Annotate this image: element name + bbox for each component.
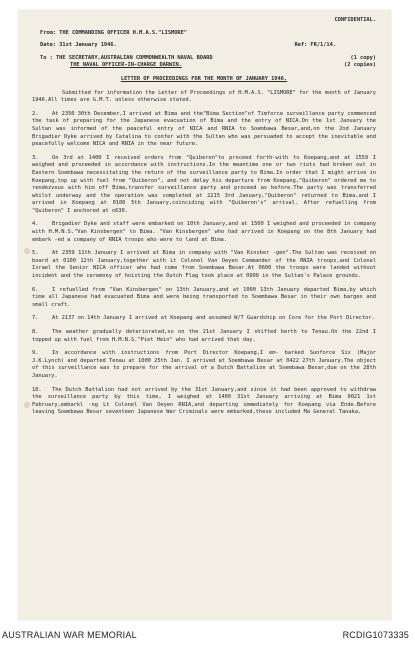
paragraph xyxy=(32,387,376,417)
paragraph-number: 10. xyxy=(32,386,42,393)
paragraph xyxy=(32,315,376,323)
paragraph-text: I refuelled from "Van Kinsbergen" on 13th January,and at 1000 13th January departed Bima,by which time all Japanese had evacuated Bima and were being transported to Soembawa Besar in their own barges and small craft. xyxy=(32,286,376,308)
archive-footer xyxy=(0,630,415,640)
addressee-1: To : THE SECRETARY,AUSTRALIAN COMMONWEALTH NAVAL BOARD xyxy=(40,54,213,61)
reference-line: Ref: FR/1/14. xyxy=(294,42,336,49)
paragraph-text: The weather gradually deteriorated,so on the 21st January I shifted berth to Tenau.On the 22nd I topped up with fuel from H.M.N.S."Piet Hein" who had arrived that day. xyxy=(32,329,376,343)
paragraph-number: 3. xyxy=(32,154,39,161)
paragraph xyxy=(32,155,376,216)
paragraph-text: The Dutch Battalion had not arrived by the 31st January,and since it had been approved to withdraw the surveillance party by this time, I weighed at 1400 31st January arriving at Bima 0021 1st February,embarkl -ng Lt Colonel Van Oeyen RNIA,and departing immediately for Koepang via Ende.Before leaving Soembawa Besar seventeen Japanese War Criminals were embarked,these included Ma General Tanaka. xyxy=(32,386,376,416)
paragraph xyxy=(32,350,376,380)
addressee-block xyxy=(40,55,376,70)
addressee-row xyxy=(40,55,376,63)
archive-id: RCDIG1073335 xyxy=(342,630,409,640)
addressee-2: THE NAVAL OFFICER-IN-CHARGE DARWIN. xyxy=(70,62,182,69)
paragraph-text: At 2359 11th January I arrived at Bima in company with "Van Kinsber -gen".The Sultan was received on board at 0100 12th January,together with Lt Colonel Van Oeyen Commander of the RNIA troops,and Colonel Israel the Senior NICA officer who had come from Soembawa Besar.At 0600 the troops were landed without incident and the ceremony of hoisting the Dutch Flag took place at 0900 in the Sultan's Palace grounds. xyxy=(32,250,376,280)
paragraph xyxy=(32,287,376,310)
date-ref-row xyxy=(40,42,376,50)
paragraph xyxy=(32,329,376,344)
paragraph-text: In accordance with instructions from Port Director Koepang,I em- barked Sunforce Six (Major J.K.Lynch) and departed Tenau at 1000 25th Jan. I arrived at Soembawa Besar at 0422 27th January.The object of this surveillance was to prepare for the arrival of a Dutch Battalion at Soembawa Besar,due on the 28th January. xyxy=(32,350,376,379)
paragraph-number: 7. xyxy=(32,315,39,322)
paragraph xyxy=(32,111,376,149)
letter-body xyxy=(32,17,376,423)
date-line: Date: 31st January 1946. xyxy=(40,42,117,49)
paragraph-number: 6. xyxy=(32,286,39,293)
paragraph-number: 5. xyxy=(32,250,39,257)
punch-hole xyxy=(24,402,30,408)
document-page xyxy=(18,10,391,620)
punch-hole xyxy=(24,248,30,254)
paragraph-number: 2. xyxy=(32,110,39,117)
paragraph-number: 9. xyxy=(32,350,39,357)
intro-text: Submitted for information the Letter of Proceedings of H.M.A.S. "LISMORE" for the month of January 1946.All times are G.M.T. unless otherwise stated. xyxy=(32,89,376,104)
archive-name: AUSTRALIAN WAR MEMORIAL xyxy=(2,630,137,640)
paragraph-number: 8. xyxy=(32,329,39,335)
intro-paragraph xyxy=(32,90,376,105)
paragraph xyxy=(32,221,376,244)
paragraph-text: At 2350 30th December,I arrived at Bima and the"Bima Section"of Timforce surveillance party commenced the task of preparing for the Japanese evacuation of Bima and the entry of NICA.On the 1st January the Sultan was informed of the peaceful entry of NICA and RNIA to Soembawa Besar,and,on the 2nd January Brigadier Dyke arrived by Catalina to confer with the Sultan who was persuaded to accept the inevitable and peacefully welcome NICA and RNIA in the near future. xyxy=(32,110,376,148)
paragraph xyxy=(32,250,376,280)
addressee-row xyxy=(70,62,376,70)
from-line: From: THE COMMANDING OFFICER H.M.A.S."LISMORE" xyxy=(40,29,187,36)
paragraph-number: 4. xyxy=(32,221,39,228)
subject-heading: LETTER OF PROCEEDINGS FOR THE MONTH OF JANUARY 1946. xyxy=(120,75,288,82)
addressee-1-copies: (1 copy) xyxy=(350,54,376,61)
paragraph-text: At 2137 on 14th January I arrived at Koepang and assumed W/T Guardship on Core for the Port Director. xyxy=(52,315,375,322)
paragraph-text: On 3rd at 1400 I received orders from "Quiberon"to proceed forth-with to Koepang,and at 1559 I weighed and proceeded in accordance with instructions.In the meantime one or two riots had broken out in Eastern Soembawa necessitating the return of the surveillance party to Bima.In order that I might arrive in Koepang,top up with fuel from "Quiberon", and not delay his departure from Koepang,"Quiberon" ordered me to rendezvous with him off Bima,transfer surveillance party and proceed as before.The party was transferred whilst underway and the operation was completed at 2215 3rd January,"Quiberon" returned to Bima,and I arrived in Koepang at 0100 5th January,coinciding with "Quiberon's" arrival. After refuelling from "Quiberon" I anchored at o630. xyxy=(32,154,376,214)
classification-stamp: CONFIDENTIAL. xyxy=(334,17,376,23)
paragraph-text: Brigadier Dyke and staff were embarked on 10th January,and at 1500 I weighed and proceeded in company with H.M.N.S."Van Kinsbergen" to Bima. "Van Kinsbergen" who had arrived in Koepang on the 8th January had embark -ed a company of RNIA troops who were to land at Bima. xyxy=(32,221,376,243)
addressee-2-copies: (2 copies) xyxy=(344,62,376,69)
